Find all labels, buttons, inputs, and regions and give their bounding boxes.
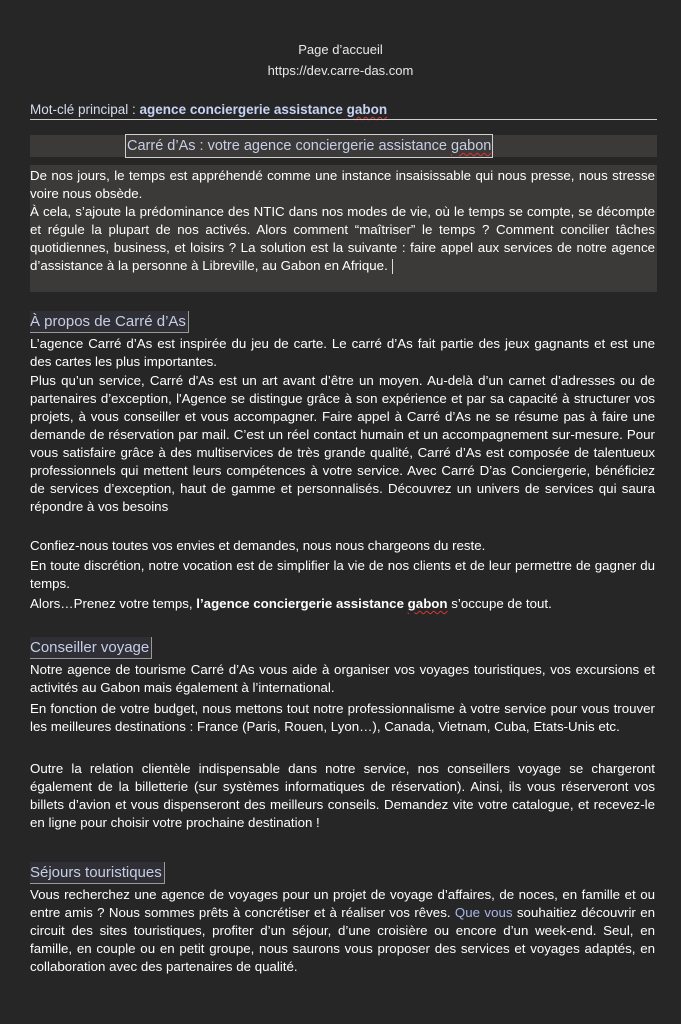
about-paragraph-2: Plus qu’un service, Carré d'As est un art avant d’être un moyen. Au-delà d’un carnet d’adresses ou de partenaires d’exception, l'Agence se distingue grâce à son expérience et par sa capacité à structurer vos projets, à vous conseiller et vous accompagner. Faire appel à Carré d’As ne se résume pas à faire une demande de réservation par mail. C’est un réel contact humain et un accompagnement sur-mesure. Pour vous satisfaire grâce à des multiservices de très grande qualité, Carré d’As est composée de talentueux professionnels qui mettent leurs compétences à votre service. Avec Carré D’as Conciergerie, bénéficiez de services d’exception, haut de gamme et personnalisés. Découvrez un univers de services qui saura répondre à vos besoins [30,373,655,514]
keyword-label: Mot-clé principal : [30,102,140,117]
main-keyword [30,102,387,117]
travel-paragraph-2: En fonction de votre budget, nous mettons tout notre professionnalisme à votre service pour vous trouver les meilleures destinations : France (Paris, Rouen, Lyon…), Canada, Vietnam, Cuba, Etats-Unis etc. [30,701,655,734]
stays-paragraph-1 [30,886,655,976]
heading-travel: Conseiller voyage [30,637,152,659]
about-p5-end: s’occupe de tout. [447,596,552,611]
about-p5-keyword-last: gabon [407,596,448,611]
intro-paragraph-2 [30,203,655,275]
about-paragraph-3: Confiez-nous toutes vos envies et demandes, nous nous chargeons du reste. [30,538,486,553]
about-p5-keyword: l’agence conciergerie assistance [196,596,408,611]
title-last: gabon [451,138,492,154]
keyword-value-last: gabon [346,102,388,117]
text-cursor [392,259,393,274]
about-paragraph-1: L’agence Carré d’As est inspirée du jeu de carte. Le carré d’As fait partie des jeux gagnants et est une des cartes les plus importantes. [30,336,655,369]
about-paragraph-4: En toute discrétion, notre vocation est de simplifier la vie de nos clients et de leur permettre de gagner du temps. [30,558,655,591]
page-label: Page d’accueil [298,42,383,57]
stays-p1-link[interactable]: Que vous [454,905,513,920]
intro-paragraph-1: De nos jours, le temps est appréhendé comme une instance insaisissable qui nous presse, nous stresse voire nous obsède. [30,168,655,201]
intro-paragraph-2-text: À cela, s’ajoute la prédominance des NTIC dans nos modes de vie, où le temps se compte, se décompte et régule la plupart de nos activés. Alors comment “maîtriser” le temps ? Comment concilier tâches quotidiennes, business, et loisirs ? La solution est la suivante : faire appel aux services de notre agence d’assistance à la personne à Libreville, au Gabon en Afrique. [30,204,655,273]
travel-paragraph-3: Outre la relation clientèle indispensable dans notre service, nos conseillers voyage se chargeront également de la billetterie (sur systèmes informatiques de réservation). Ainsi, ils vous réserveront vos billets d’avion et vous dispenseront des meilleurs conseils. Demandez vite votre catalogue, et recevez-le en ligne pour choisir votre prochaine destination ! [30,761,655,830]
travel-paragraph-1: Notre agence de tourisme Carré d’As vous aide à organiser vos voyages touristiques, vos excursions et activités au Gabon mais également à l’international. [30,662,655,695]
stays-p1-end: souhaitiez découvrir en circuit des sites touristiques, profiter d’un séjour, d’une croisière ou encore d’un week-end. Seul, en famille, en couple ou en petit groupe, nous saurons vous proposer des services et voyages adaptés, en collaboration avec des partenaires de qualité. [30,905,656,974]
about-paragraph-5 [30,595,655,613]
document-title [125,134,493,158]
about-p5-start: Alors…Prenez votre temps, [30,596,197,611]
heading-about: À propos de Carré d’As [30,311,189,333]
page-url: https://dev.carre-das.com [267,63,414,78]
stays-p1-start: Vous recherchez une agence de voyages pour un projet de voyage d’affaires, de noces, en famille et ou entre amis ? Nous sommes prêts à concrétiser et à réaliser vos rêves. [30,887,655,920]
heading-stays: Séjours touristiques [30,862,165,884]
title-main: Carré d’As : votre agence conciergerie assistance [127,138,451,154]
keyword-value: agence conciergerie assistance [139,102,347,117]
divider [30,119,657,120]
